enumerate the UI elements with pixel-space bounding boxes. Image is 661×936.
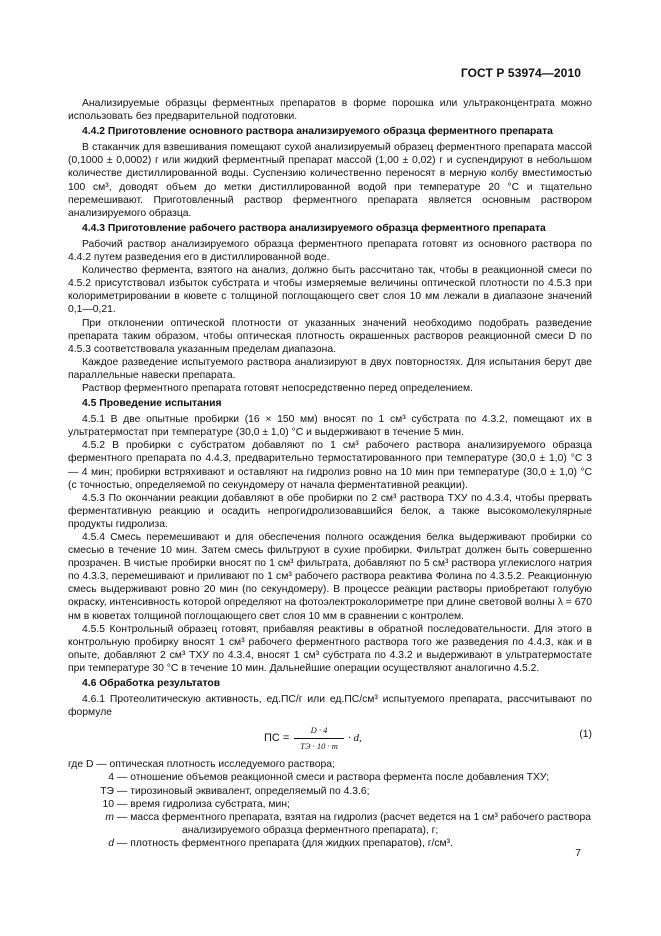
- page-number: 7: [575, 848, 581, 859]
- formula-lhs: ПС =: [264, 732, 290, 745]
- definition-text: анализируемого образца ферментного препарата), г;: [182, 824, 439, 836]
- paragraph-4-5-4: 4.5.4 Смесь перемешивают и для обеспечения полного осаждения белка выдерживают пробирки со смесью в течение 10 мин. Затем смесь фильтруют в сухие пробирки. Фильтрат должен быть совершенно прозрачен. В чистые пробирки вносят по 1 см³ фильтрата, добавляют по 5 см³ раствора углекислого натрия по 4.3.3, перемешивают и приливают по 1 см³ рабочего раствора реактива Фолина по 4.3.5.2. Реакционную смесь выдерживают ровно 20 мин (по секундомеру). В процессе реакции растворы приобретают голубую окраску, интенсивность которой определяют на фотоэлектроколориметре при длине световой волны λ = 670 нм в кюветах толщиной поглощающего свет слоя 10 мм в сравнении с контролем.: [68, 532, 592, 622]
- definition-term: m: [105, 811, 114, 823]
- definition-text: — отношение объемов реакционной смеси и раствора фермента после добавления ТХУ;: [117, 772, 550, 784]
- definition-text: — масса ферментного препарата, взятая на гидролиз (расчет ведется на 1 см³ рабочего раствора: [117, 811, 592, 823]
- formula-fraction: [294, 724, 344, 753]
- paragraph-intro: Анализируемые образцы ферментных препаратов в форме порошка или ультраконцентрата можно использовать без предварительной подготовки.: [68, 98, 592, 123]
- paragraph-4-4-3-c: При отклонении оптической плотности от указанных значений необходимо подобрать разведение препарата таким образом, чтобы оптическая плотность окрашенных растворов реакционной смеси D по 4.5.3 соответствовала указанным пределам диапазона.: [68, 317, 592, 355]
- definition-continuation: [68, 824, 592, 837]
- paragraph-4-5-2: 4.5.2 В пробирки с субстратом добавляют по 1 см³ рабочего раствора анализируемого образца ферментного препарата по 4.4.3, предварительно термостатированного при температуре (30,0 ± 1,0) °С 3 — 4 мин; пробирки встряхивают и оставляют на гидролиз ровно на 10 мин при температуре (30,0 ± 1,0) °С (с точностью, определяемой по секундомеру от начала ферментативной реакции).: [68, 440, 592, 491]
- paragraph-4-4-3-d: Каждое разведение испытуемого раствора анализируют в двух повторностях. Для испытания берут две параллельные навески препарата.: [68, 356, 592, 381]
- definition-text: — время гидролиза субстрата, мин;: [117, 798, 290, 810]
- definition-text: — оптическая плотность исследуемого раствора;: [96, 759, 335, 771]
- definition-term: где D: [68, 759, 94, 771]
- section-heading-4-5: 4.5 Проведение испытания: [82, 398, 222, 410]
- definition-term: d: [108, 837, 114, 849]
- paragraph-4-4-3-e: Раствор ферментного препарата готовят непосредственно перед определением.: [82, 382, 473, 394]
- definition-item: [68, 798, 592, 811]
- section-heading-4-6: 4.6 Обработка результатов: [82, 678, 221, 690]
- definition-item: [68, 811, 592, 824]
- formula-denominator: ТЭ · 10 · m: [300, 741, 338, 752]
- paragraph-4-5-3: 4.5.3 По окончании реакции добавляют в обе пробирки по 2 см³ раствора ТХУ по 4.3.4, чтобы прервать ферментативную реакцию и осадить непрогидролизовавшийся белок, а также высокомолекулярные продукты гидролиза.: [68, 492, 592, 530]
- definition-item: [68, 837, 592, 850]
- definition-term: ТЭ: [100, 785, 114, 797]
- definition-text: — плотность ферментного препарата (для жидких препаратов), г/см³.: [117, 837, 453, 849]
- paragraph-4-6-1: 4.6.1 Протеолитическую активность, ед.ПС/г или ед.ПС/см³ испытуемого препарата, рассчитывают по формуле: [68, 694, 592, 719]
- paragraph-4-5-5: 4.5.5 Контрольный образец готовят, прибавляя реактивы в обратной последовательности. Для этого в контрольную пробирку вносят 1 см³ рабочего ферментного раствора того же разведения по 4.4.3, как и в опыте, добавляют 2 см³ ТХУ по 4.3.4, вносят 1 см³ субстрата по 4.3.2 и выдерживают в ультратермостате при температуре 30 °С в течение 10 мин. Дальнейшие операции осуществляют аналогично 4.5.2.: [68, 623, 592, 674]
- paragraph-4-4-3-a: Рабочий раствор анализируемого образца ферментного препарата готовят из основного раствора по 4.4.2 путем разведения его в дистиллированной воде.: [68, 238, 592, 264]
- definition-term: 4: [108, 772, 114, 784]
- formula-definitions: [68, 758, 592, 850]
- formula-numerator: D · 4: [294, 724, 344, 739]
- definition-item: [68, 771, 592, 784]
- document-body: [68, 97, 592, 850]
- definition-item: [68, 758, 592, 771]
- document-header: ГОСТ Р 53974—2010: [460, 66, 581, 80]
- paragraph-4-5-1: 4.5.1 В две опытные пробирки (16 × 150 мм) вносят по 1 см³ субстрата по 4.3.2, помещают их в ультратермостат при температуре (30,0 ± 1,0) °С и выдерживают в течение 5 мин.: [68, 414, 592, 439]
- definition-item: [68, 785, 592, 798]
- formula-number: (1): [579, 729, 592, 741]
- paragraph-4-4-3-b: Количество фермента, взятого на анализ, должно быть рассчитано так, чтобы в реакционной смеси по 4.5.2 присутствовал избыток субстрата и чтобы измеряемые величины оптической плотности по 4.5.3 при колориметрировании в кювете с толщиной поглощающего свет слоя 10 мм лежали в диапазоне значений 0,1—0,21.: [68, 265, 592, 316]
- definition-term: 10: [102, 798, 114, 810]
- definition-text: — тирозиновый эквивалент, определяемый по 4.3.6;: [117, 785, 370, 797]
- section-heading-4-4-2: 4.4.2 Приготовление основного раствора анализируемого образца ферментного препарата: [82, 126, 553, 138]
- formula-rhs: · d,: [348, 732, 362, 745]
- paragraph-4-4-2: В стаканчик для взвешивания помещают сухой анализируемый образец ферментного препарата массой (0,1000 ± 0,0002) г или жидкий ферментный препарат массой (1,00 ± 0,02) г и суспендируют в небольшом количестве дистиллированной воды. Суспензию количественно переносят в мерную колбу вместимостью 100 см³, доводят объем до метки дистиллированной водой при температуре 20 °С и тщательно перемешивают. Приготовленный раствор ферментного препарата является основным раствором анализируемого образца.: [68, 142, 592, 219]
- formula-1: [68, 722, 592, 756]
- section-heading-4-4-3: 4.4.3 Приготовление рабочего раствора анализируемого образца ферментного препарата: [82, 222, 546, 234]
